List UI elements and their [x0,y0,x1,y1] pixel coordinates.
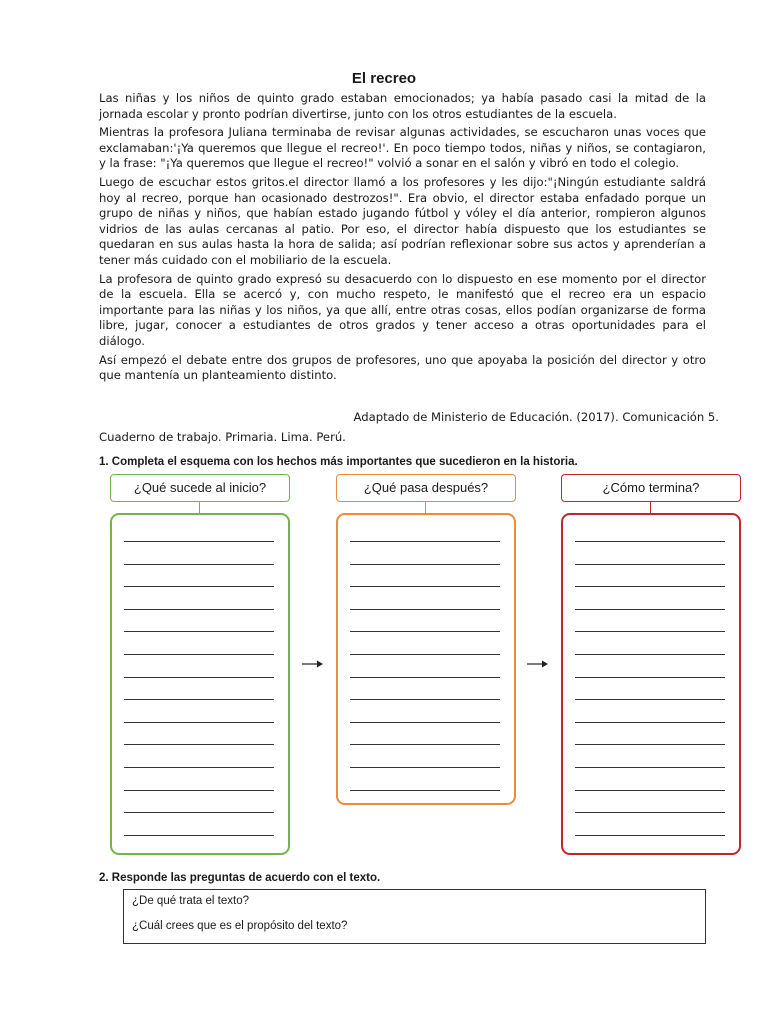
scheme-end-header: ¿Cómo termina? [561,474,741,502]
sub-question-2: ¿Cuál crees que es el propósito del texto? [132,920,348,932]
question-2: 2. Responde las preguntas de acuerdo con el texto. [99,872,381,884]
writing-line[interactable] [350,654,500,655]
writing-line[interactable] [124,609,274,610]
page-title: El recreo [351,70,417,87]
writing-line[interactable] [124,812,274,813]
writing-line[interactable] [124,722,274,723]
writing-line[interactable] [575,677,725,678]
writing-line[interactable] [575,767,725,768]
writing-line[interactable] [350,631,500,632]
scheme-end-box[interactable] [561,513,741,855]
writing-line[interactable] [575,835,725,836]
scheme-middle-header: ¿Qué pasa después? [336,474,516,502]
source-citation [99,410,719,445]
source-line-1: Adaptado de Ministerio de Educación. (2017). Comunicación 5. [353,410,719,424]
writing-line[interactable] [124,631,274,632]
writing-line[interactable] [575,790,725,791]
paragraph: Así empezó el debate entre dos grupos de profesores, uno que apoyaba la posición del director y otro que mantenía un planteamiento distinto. [99,352,706,383]
writing-line[interactable] [124,677,274,678]
writing-line[interactable] [124,654,274,655]
paragraph: Luego de escuchar estos gritos.el director llamó a los profesores y les dijo:"¡Ningún estudiante saldrá hoy al recreo, porque han ocasionado destrozos!". Era obvio, el director estaba enfadado porque un grupo de niñas y niños, que habían estado jugando fútbol y vóley el día anterior, rompieron algunos vidrios de las aulas cercanas al patio. Por eso, el director había dispuesto que los estudiantes se quedaran en sus aulas hasta la hora de salida; así podrían reflexionar sobre sus actos y aprenderían a tener más cuidado con el mobiliario de la escuela. [99,174,706,267]
writing-line[interactable] [575,722,725,723]
writing-line[interactable] [575,812,725,813]
question-1: 1. Completa el esquema con los hechos más importantes que sucedieron en la historia. [99,456,578,468]
writing-line[interactable] [350,767,500,768]
writing-line[interactable] [124,586,274,587]
writing-line[interactable] [575,541,725,542]
writing-line[interactable] [575,654,725,655]
story-text [99,91,706,387]
scheme-middle-box[interactable] [336,513,516,805]
writing-line[interactable] [575,586,725,587]
writing-line[interactable] [124,564,274,565]
arrow-right-icon [302,659,324,669]
writing-line[interactable] [350,744,500,745]
writing-line[interactable] [124,541,274,542]
writing-line[interactable] [124,767,274,768]
writing-line[interactable] [350,677,500,678]
writing-line[interactable] [575,631,725,632]
sub-question-1: ¿De qué trata el texto? [132,895,249,907]
writing-line[interactable] [575,609,725,610]
paragraph: Mientras la profesora Juliana terminaba de revisar algunas actividades, se escucharon unas voces que exclamaban:'¡Ya queremos que llegue el recreo!'. En poco tiempo todos, niñas y niños, se contagiaron, y la frase: "¡Ya queremos que llegue el recreo!" volvió a sonar en el salón y vibró en todo el colegio. [99,125,706,171]
writing-line[interactable] [350,586,500,587]
scheme-start-box[interactable] [110,513,290,855]
writing-line[interactable] [350,699,500,700]
source-line-2: Cuaderno de trabajo. Primaria. Lima. Perú. [99,430,346,444]
writing-line[interactable] [350,722,500,723]
scheme-start-header: ¿Qué sucede al inicio? [110,474,290,502]
writing-line[interactable] [350,609,500,610]
paragraph: Las niñas y los niños de quinto grado estaban emocionados; ya había pasado casi la mitad de la jornada escolar y pronto podrían divertirse, junto con los otros estudiantes de la escuela. [99,91,706,121]
arrow-right-icon [527,659,549,669]
writing-line[interactable] [124,699,274,700]
writing-line[interactable] [350,564,500,565]
writing-line[interactable] [350,790,500,791]
paragraph: La profesora de quinto grado expresó su desacuerdo con lo dispuesto en ese momento por el director de la escuela. Ella se acercó y, con mucho respeto, le manifestó que el recreo era un espacio importante para las niñas y los niños, ya que allí, entre otras cosas, ellos podían organizarse de forma libre, jugar, conocer a estudiantes de otros grados y tener acceso a otras oportunidades para el diálogo. [99,271,706,348]
writing-line[interactable] [124,744,274,745]
writing-line[interactable] [575,699,725,700]
writing-line[interactable] [350,541,500,542]
writing-line[interactable] [575,564,725,565]
writing-line[interactable] [575,744,725,745]
writing-line[interactable] [124,790,274,791]
answer-box[interactable] [123,889,706,944]
writing-line[interactable] [124,835,274,836]
